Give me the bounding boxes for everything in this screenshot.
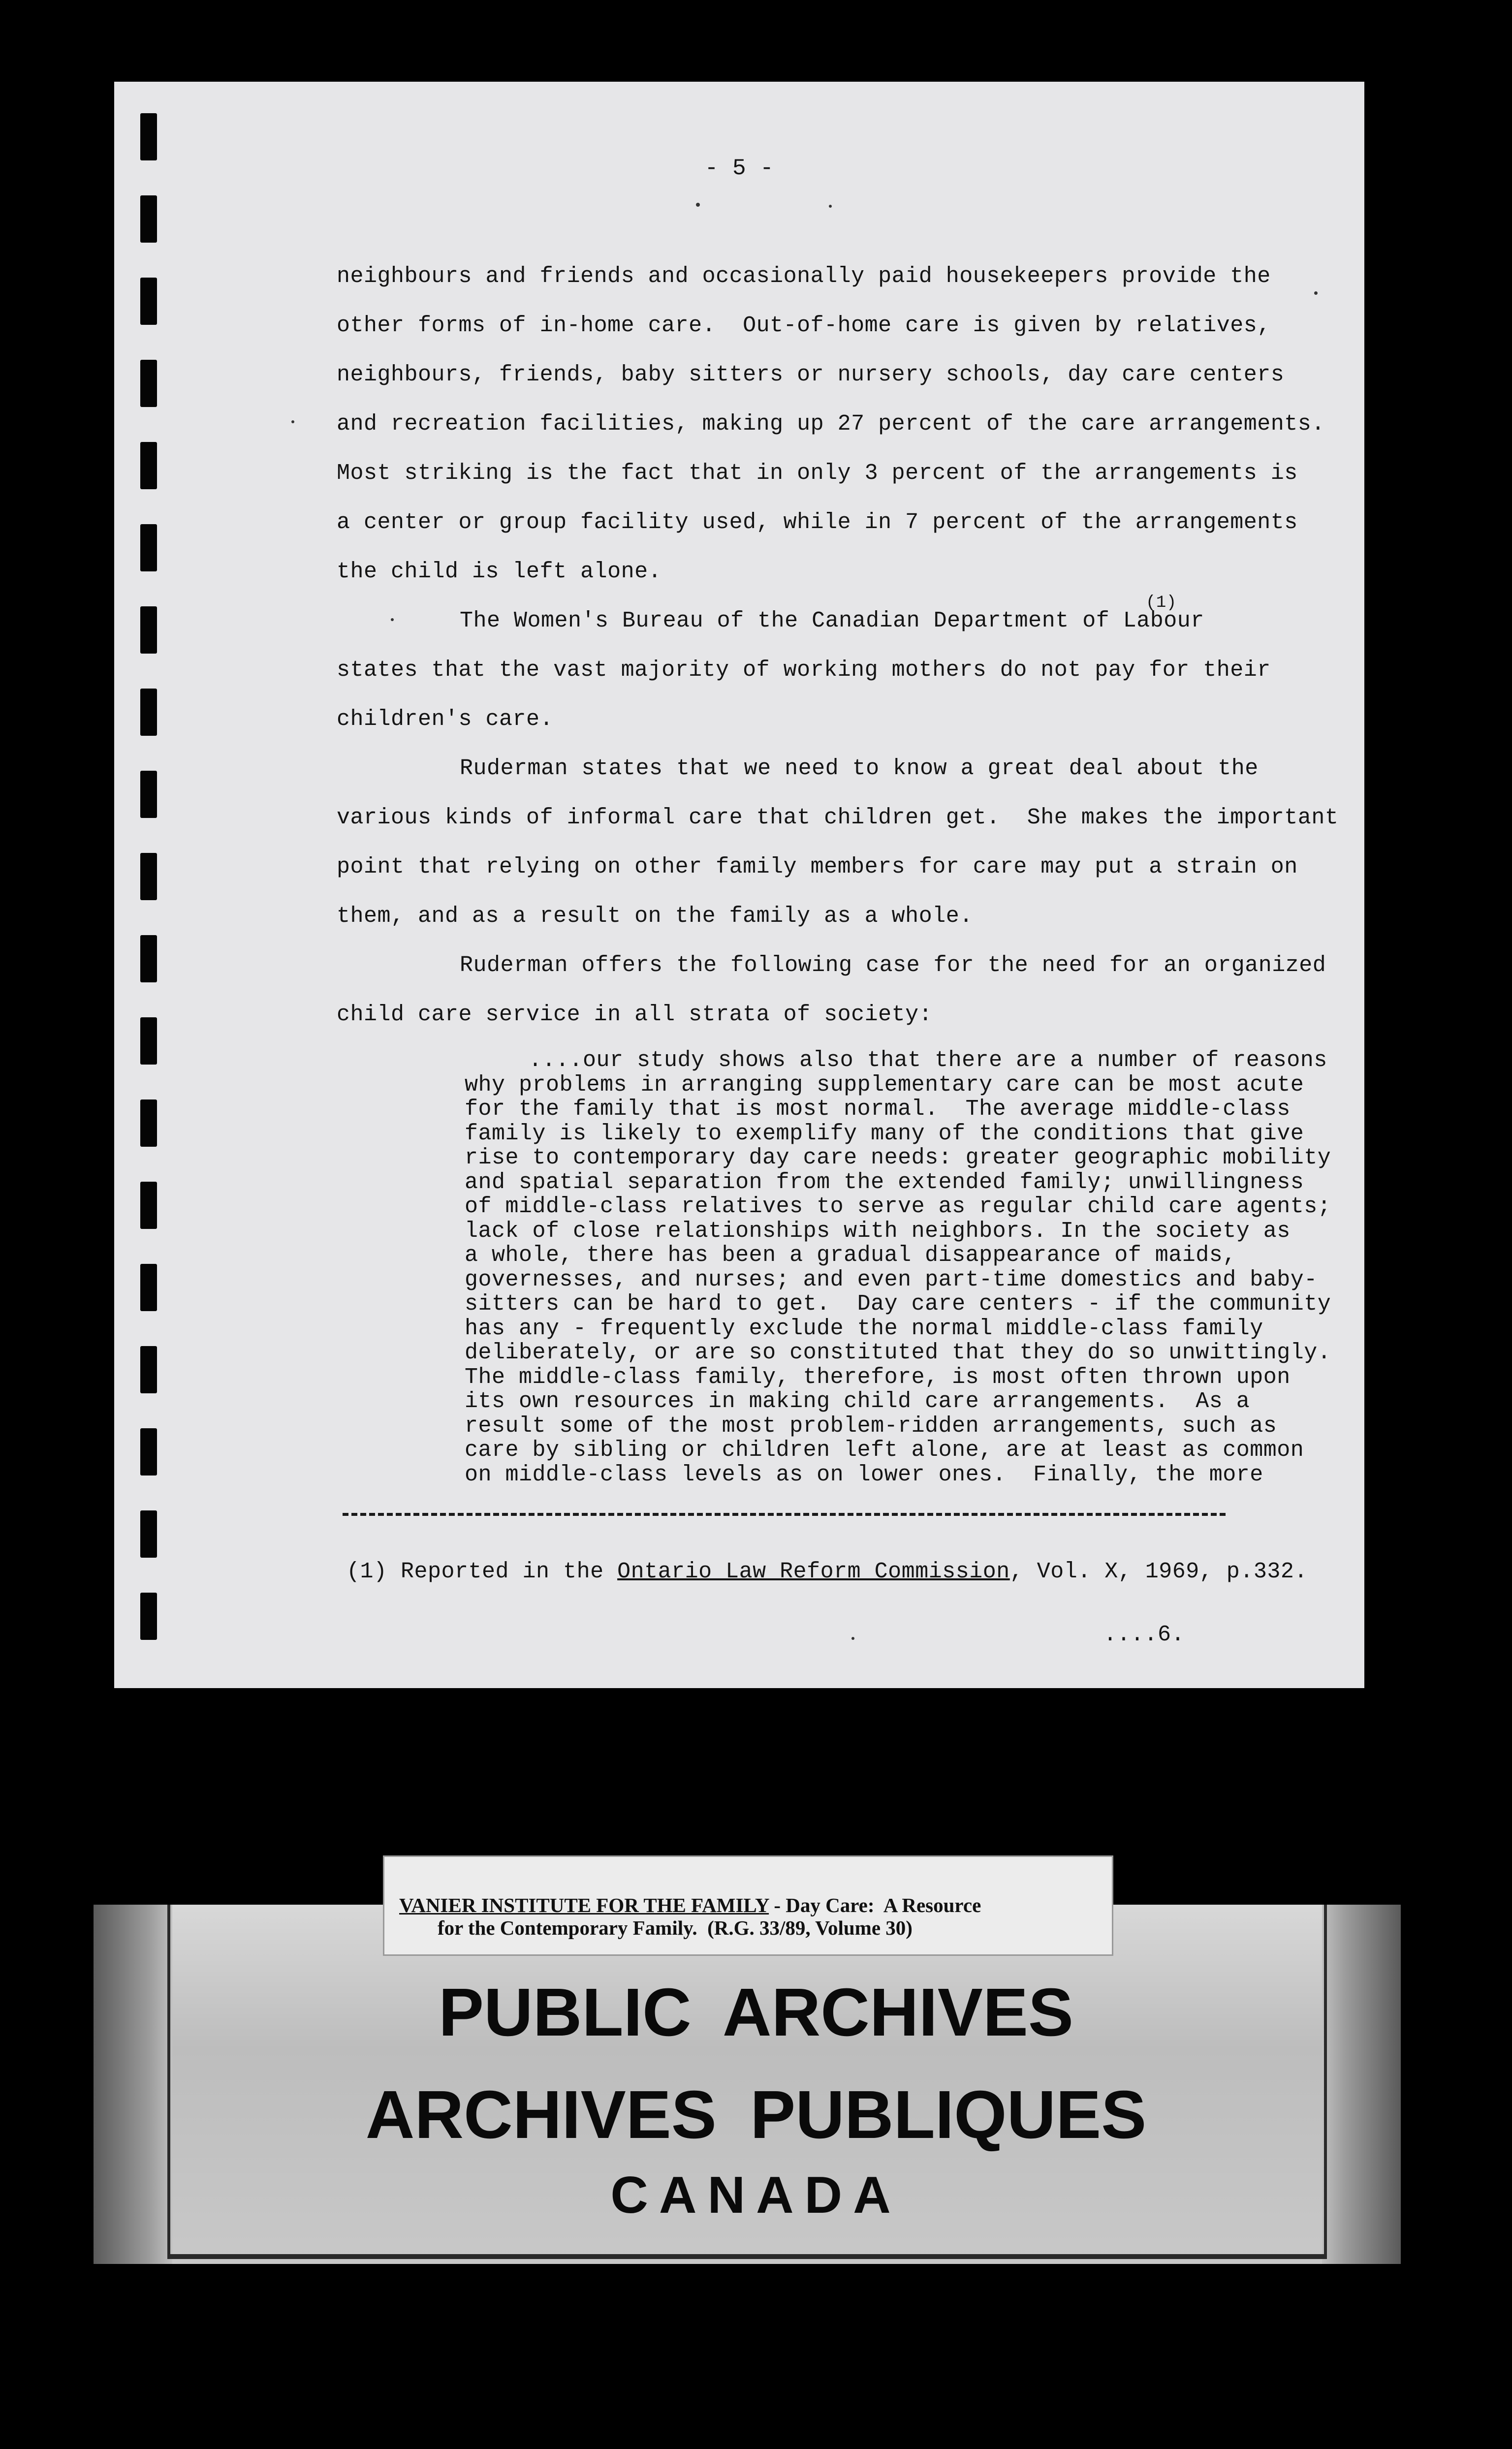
scan-speck <box>851 1637 854 1640</box>
paragraph-line: a center or group facility used, while in 7 percent of the arrangements <box>337 510 1298 535</box>
quote-line: The middle-class family, therefore, is most often thrown upon <box>465 1364 1291 1390</box>
scan-speck <box>829 205 832 208</box>
typed-page <box>114 82 1364 1688</box>
binding-hole <box>140 1510 157 1558</box>
slip-title-part2: for the Contemporary Family. (R.G. 33/89, Volume 30) <box>438 1916 913 1939</box>
footnote-divider <box>343 1513 1226 1516</box>
binding-hole <box>140 442 157 489</box>
footnote-reference: (1) <box>1146 594 1177 612</box>
paragraph-line: states that the vast majority of working mothers do not pay for their <box>337 658 1271 683</box>
paragraph-line: various kinds of informal care that children get. She makes the important <box>337 805 1339 830</box>
footnote-source: Ontario Law Reform Commission <box>617 1559 1010 1584</box>
binding-hole <box>140 278 157 325</box>
quote-line: a whole, there has been a gradual disappearance of maids, <box>465 1243 1236 1268</box>
quote-line: sitters can be hard to get. Day care centers - if the community <box>465 1291 1331 1317</box>
binding-hole <box>140 1428 157 1476</box>
binding-hole <box>140 1017 157 1065</box>
quote-line: why problems in arranging supplementary care can be most acute <box>465 1072 1304 1098</box>
binding-hole <box>140 853 157 900</box>
scan-speck <box>1314 291 1318 295</box>
paragraph-line: child care service in all strata of society: <box>337 1002 933 1027</box>
paragraph-line: Most striking is the fact that in only 3 percent of the arrangements is <box>337 461 1298 486</box>
quote-line: for the family that is most normal. The average middle-class <box>465 1097 1291 1122</box>
archive-country: CANADA <box>610 2166 902 2224</box>
paragraph-line: children's care. <box>337 707 554 732</box>
quote-line: ....our study shows also that there are a number of reasons <box>529 1048 1327 1073</box>
quote-line: deliberately, or are so constituted that they do so unwittingly. <box>465 1340 1331 1365</box>
quote-line: lack of close relationships with neighbors. In the society as <box>465 1218 1291 1244</box>
paragraph-line: the child is left alone. <box>337 559 662 584</box>
binding-hole <box>140 771 157 818</box>
continuation-marker: ....6. <box>1103 1622 1185 1647</box>
page-number: - 5 - <box>704 156 774 181</box>
slip-title-part1: - Day Care: A Resource <box>769 1894 981 1916</box>
binding-holes <box>140 113 160 1644</box>
quote-line: its own resources in making child care arrangements. As a <box>465 1389 1250 1414</box>
binding-hole <box>140 195 157 243</box>
slip-line-1 <box>399 1893 981 1917</box>
scan-speck <box>391 618 394 621</box>
quote-line: of middle-class relatives to serve as regular child care agents; <box>465 1194 1331 1219</box>
paragraph-line: point that relying on other family members for care may put a strain on <box>337 854 1298 879</box>
scan-speck <box>291 420 294 423</box>
reference-slip <box>383 1855 1113 1956</box>
quote-line: result some of the most problem-ridden arrangements, such as <box>465 1413 1277 1439</box>
binding-hole <box>140 1264 157 1311</box>
paragraph-line: The Women's Bureau of the Canadian Department of Labour <box>460 608 1204 633</box>
quote-line: and spatial separation from the extended family; unwillingness <box>465 1169 1304 1195</box>
footnote-suffix: , Vol. X, 1969, p.332. <box>1009 1559 1308 1584</box>
binding-hole <box>140 1099 157 1147</box>
binding-hole <box>140 606 157 654</box>
quote-line: rise to contemporary day care needs: greater geographic mobility <box>465 1145 1331 1170</box>
paragraph-line: and recreation facilities, making up 27 percent of the care arrangements. <box>337 411 1325 437</box>
binding-hole <box>140 1346 157 1393</box>
binding-hole <box>140 524 157 571</box>
binding-hole <box>140 935 157 982</box>
quote-line: family is likely to exemplify many of the conditions that give <box>465 1121 1304 1146</box>
footnote <box>346 1559 1308 1584</box>
slip-institution: VANIER INSTITUTE FOR THE FAMILY <box>399 1894 769 1916</box>
footnote-prefix: (1) Reported in the <box>346 1559 618 1584</box>
binding-hole <box>140 360 157 407</box>
binding-hole <box>140 689 157 736</box>
paragraph-line: neighbours and friends and occasionally paid housekeepers provide the <box>337 264 1271 289</box>
quote-line: has any - frequently exclude the normal middle-class family <box>465 1316 1263 1341</box>
binding-hole <box>140 113 157 160</box>
paragraph-line: other forms of in-home care. Out-of-home care is given by relatives, <box>337 313 1271 338</box>
binding-hole <box>140 1182 157 1229</box>
quote-line: on middle-class levels as on lower ones. Finally, the more <box>465 1462 1263 1487</box>
binding-hole <box>140 1593 157 1640</box>
archive-name-french: ARCHIVES PUBLIQUES <box>365 2077 1147 2153</box>
scan-speck <box>696 203 700 207</box>
paragraph-line: Ruderman offers the following case for the need for an organized <box>460 953 1326 978</box>
paragraph-line: them, and as a result on the family as a whole. <box>337 904 973 929</box>
paragraph-line: Ruderman states that we need to know a great deal about the <box>460 756 1259 781</box>
archive-name-english: PUBLIC ARCHIVES <box>439 1975 1073 2050</box>
quote-line: care by sibling or children left alone, are at least as common <box>465 1438 1304 1463</box>
paragraph-line: neighbours, friends, baby sitters or nursery schools, day care centers <box>337 362 1285 387</box>
quote-line: governesses, and nurses; and even part-time domestics and baby- <box>465 1267 1318 1292</box>
